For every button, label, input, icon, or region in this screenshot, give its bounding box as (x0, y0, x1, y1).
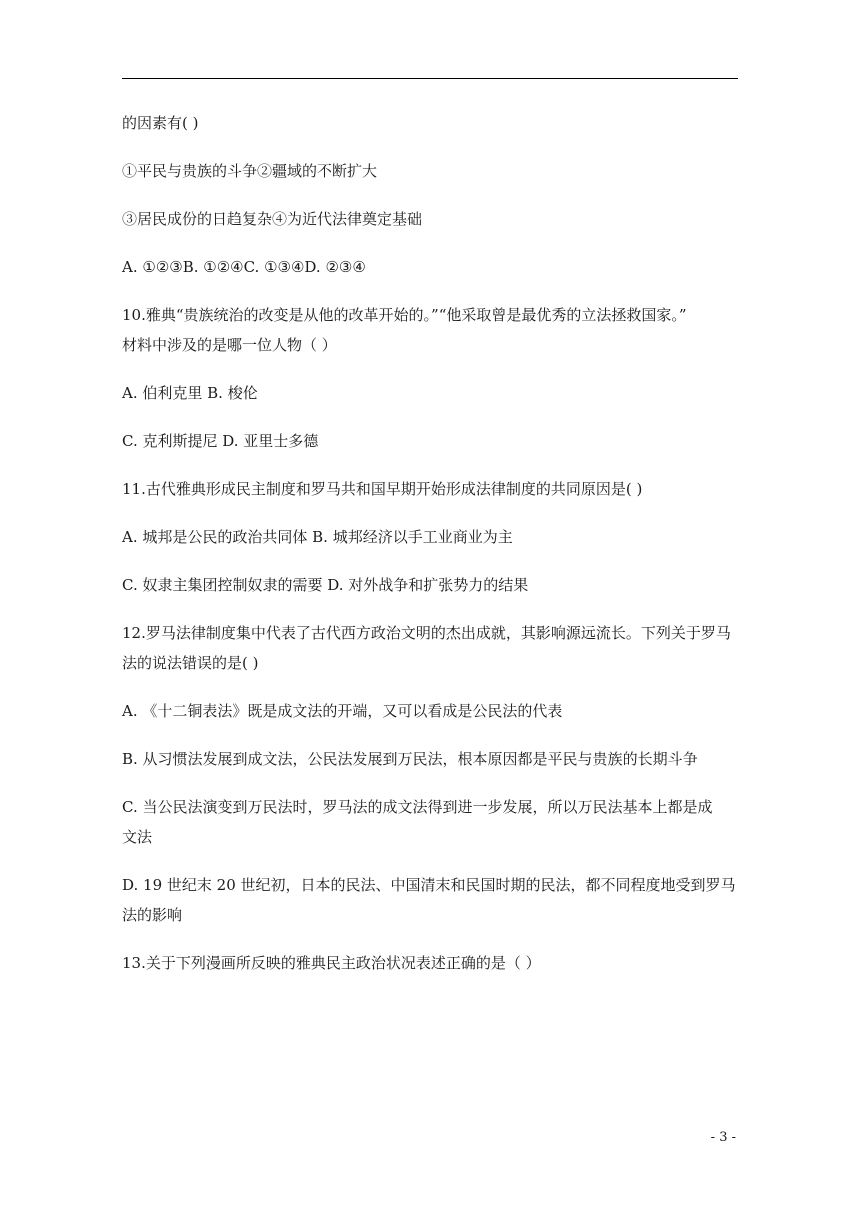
text-line: 法的影响 (122, 906, 183, 924)
answer-options: A. ①②③B. ①②④C. ①③④D. ②③④ (122, 258, 366, 276)
question-12: 12.罗马法律制度集中代表了古代西方政治文明的杰出成就，其影响源远流长。下列关于罗马 (122, 624, 731, 642)
text-line: ①平民与贵族的斗争②疆域的不断扩大 (122, 162, 378, 180)
answer-options: A. 伯利克里 B. 梭伦 (122, 384, 258, 402)
text-line: 法的说法错误的是( ) (122, 654, 259, 672)
question-13: 13.关于下列漫画所反映的雅典民主政治状况表述正确的是（ ） (122, 954, 541, 972)
answer-options: C. 奴隶主集团控制奴隶的需要 D. 对外战争和扩张势力的结果 (122, 576, 529, 594)
header-rule (122, 78, 738, 79)
text-line: ③居民成份的日趋复杂④为近代法律奠定基础 (122, 210, 423, 228)
text-line: 文法 (122, 828, 153, 846)
question-10: 10.雅典“贵族统治的改变是从他的改革开始的。”“他采取曾是最优秀的立法拯救国家。” (122, 306, 687, 324)
answer-option-c: C. 当公民法演变到万民法时，罗马法的成文法得到进一步发展，所以万民法基本上都是成 (122, 798, 713, 816)
answer-options: C. 克利斯提尼 D. 亚里士多德 (122, 432, 319, 450)
document-body (122, 108, 738, 978)
answer-options: A. 城邦是公民的政治共同体 B. 城邦经济以手工业商业为主 (122, 528, 513, 546)
answer-option-a: A. 《十二铜表法》既是成文法的开端，又可以看成是公民法的代表 (122, 702, 563, 720)
answer-option-b: B. 从习惯法发展到成文法，公民法发展到万民法，根本原因都是平民与贵族的长期斗争 (122, 750, 698, 768)
text-line: 的因素有( ) (122, 114, 199, 132)
page-number: - 3 - (710, 1130, 736, 1145)
answer-option-d: D. 19 世纪末 20 世纪初，日本的民法、中国清末和民国时期的民法，都不同程度地受到罗马 (122, 876, 736, 894)
text-line: 材料中涉及的是哪一位人物（ ） (122, 336, 337, 354)
question-11: 11.古代雅典形成民主制度和罗马共和国早期开始形成法律制度的共同原因是( ) (122, 480, 643, 498)
